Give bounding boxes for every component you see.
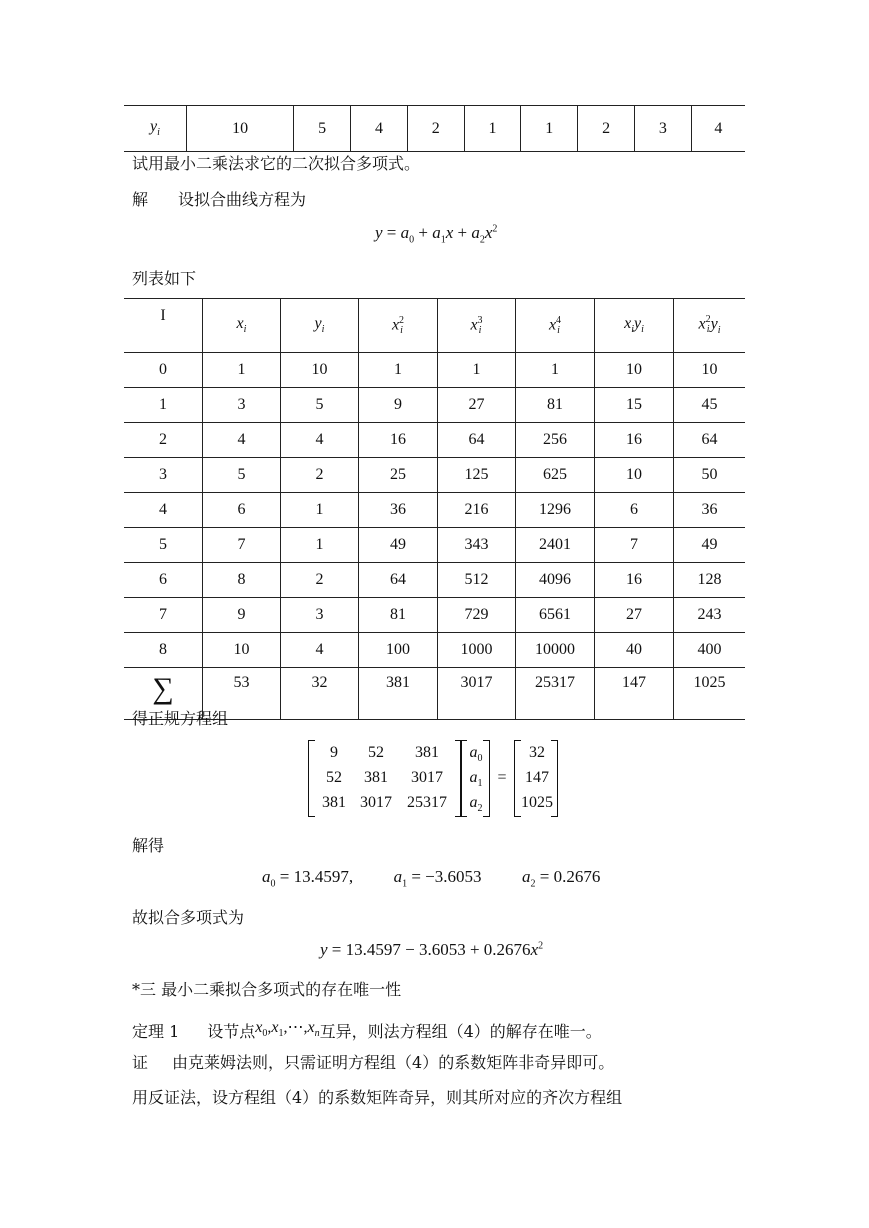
- table-cell: 64: [438, 423, 516, 458]
- proof-text: 由克莱姆法则，只需证明方程组（4）的系数矩阵非奇异即可。: [172, 1053, 615, 1072]
- table-cell: 5: [124, 528, 203, 563]
- header-symbol: x: [236, 315, 244, 333]
- table-cell: 1: [281, 493, 359, 528]
- table-cell: 64: [359, 563, 438, 598]
- table-cell: 2: [124, 423, 203, 458]
- polynomial-intro: 故拟合多项式为: [132, 908, 245, 927]
- table-cell: 6561: [516, 598, 595, 633]
- table-cell: 49: [359, 528, 438, 563]
- table-cell: 2401: [516, 528, 595, 563]
- table-cell: 3: [124, 458, 203, 493]
- table-cell: 1: [438, 353, 516, 388]
- eq-operator: +: [457, 223, 468, 242]
- header-symbol: x: [391, 316, 400, 334]
- sum-cell: 1025: [674, 668, 746, 720]
- eq-symbol: x: [484, 223, 493, 242]
- table-cell: 40: [595, 633, 674, 668]
- eq-symbol: a: [432, 223, 441, 242]
- table-cell: 6: [203, 493, 281, 528]
- header-symbol: x: [470, 316, 478, 334]
- table-cell: 64: [674, 423, 746, 458]
- table-cell: 512: [438, 563, 516, 598]
- rhs-cell: 147: [525, 769, 549, 786]
- subscript: 1: [477, 778, 483, 790]
- sum-cell: 147: [595, 668, 674, 720]
- table-cell: 2: [281, 458, 359, 493]
- table-cell: 216: [438, 493, 516, 528]
- matrix-cell: 381: [322, 794, 346, 811]
- table-cell: 4096: [516, 563, 595, 598]
- eq-operator: +: [418, 223, 428, 242]
- header-index: I: [124, 299, 203, 353]
- table-cell: 49: [674, 528, 746, 563]
- table-cell: 10: [281, 353, 359, 388]
- list-intro: 列表如下: [132, 269, 197, 288]
- subscript: 0: [409, 234, 415, 246]
- subscript: i: [641, 324, 644, 336]
- sum-cell: 3017: [438, 668, 516, 720]
- table-cell: 400: [674, 633, 746, 668]
- header-symbol: x: [624, 315, 632, 333]
- table-row: [124, 493, 745, 528]
- normal-equation-intro: 得正规方程组: [132, 709, 229, 728]
- table-cell: 16: [595, 563, 674, 598]
- coef-symbol: a: [393, 867, 403, 886]
- least-squares-table: [124, 298, 745, 720]
- table-cell: 6: [124, 563, 203, 598]
- header-xi2yi: [674, 299, 746, 353]
- separator: ,: [267, 1019, 272, 1036]
- eq-symbol: x: [271, 1019, 279, 1036]
- table-cell: 1: [516, 353, 595, 388]
- table-header-row: [124, 299, 745, 353]
- table-cell: 1: [359, 353, 438, 388]
- header-xi4: [516, 299, 595, 353]
- subscript: 1: [278, 1028, 284, 1040]
- table-cell: 27: [595, 598, 674, 633]
- matrix-cell: 381: [415, 744, 439, 761]
- table-row: [124, 633, 745, 668]
- theorem-label: 定理 1: [132, 1022, 180, 1041]
- unknown-symbol: a: [469, 744, 478, 761]
- table-cell: 27: [438, 388, 516, 423]
- theorem-1: [132, 1019, 602, 1044]
- equals-sign: =: [497, 769, 507, 786]
- table-cell: 343: [438, 528, 516, 563]
- table-cell: 5: [203, 458, 281, 493]
- rhs-cell: 32: [529, 744, 545, 761]
- sum-cell: 53: [203, 668, 281, 720]
- table-row: [124, 353, 745, 388]
- theorem-text: 设节点: [207, 1022, 256, 1041]
- matrix-cell: 52: [368, 744, 384, 761]
- coef-symbol: a: [262, 867, 271, 886]
- coef-value: = −3.6053: [411, 867, 482, 886]
- eq-body: = 13.4597 − 3.6053 + 0.2676: [331, 940, 531, 959]
- header-yi: [281, 299, 359, 353]
- solved-label: 解得: [132, 836, 165, 855]
- subscript: n: [314, 1028, 320, 1040]
- eq-symbol: y: [375, 223, 383, 242]
- coefficient-results: [262, 867, 600, 889]
- row-label: [124, 106, 187, 152]
- header-symbol: x: [698, 315, 706, 333]
- header-symbol: y: [314, 315, 322, 333]
- table-cell: 4: [691, 106, 745, 152]
- subscript: 0: [477, 753, 483, 765]
- subscript: 0: [270, 878, 276, 890]
- eq-operator: =: [386, 223, 397, 242]
- table-cell: 1: [203, 353, 281, 388]
- table-cell: 729: [438, 598, 516, 633]
- normal-equation-matrix: [308, 740, 568, 818]
- table-cell: 36: [359, 493, 438, 528]
- contradiction-line: 用反证法，设方程组（4）的系数矩阵奇异，则其所对应的齐次方程组: [132, 1088, 623, 1107]
- solution-text: 设拟合曲线方程为: [178, 190, 307, 209]
- header-xiyi: [595, 299, 674, 353]
- table-cell: 81: [359, 598, 438, 633]
- table-cell: 45: [674, 388, 746, 423]
- yi-data-table: [124, 105, 745, 152]
- table-row: [124, 388, 745, 423]
- table-cell: 10: [595, 353, 674, 388]
- table-cell: 2: [407, 106, 464, 152]
- table-cell: 10: [674, 353, 746, 388]
- subscript: i: [400, 324, 403, 336]
- header-xi: [203, 299, 281, 353]
- superscript: 2: [705, 314, 711, 326]
- subscript: 2: [479, 234, 485, 246]
- table-cell: 128: [674, 563, 746, 598]
- table-cell: 1000: [438, 633, 516, 668]
- table-cell: 50: [674, 458, 746, 493]
- header-symbol: x: [548, 316, 557, 334]
- model-equation: [375, 223, 497, 245]
- unknown-symbol: a: [469, 794, 478, 811]
- subscript: i: [321, 324, 325, 336]
- proof-label: 证: [132, 1053, 149, 1072]
- table-cell: 1: [464, 106, 521, 152]
- table-cell: 15: [595, 388, 674, 423]
- eq-symbol: x: [255, 1019, 263, 1036]
- table-cell: 3: [281, 598, 359, 633]
- subscript: i: [706, 324, 710, 336]
- table-row: [124, 563, 745, 598]
- unknown-cell: [464, 769, 488, 789]
- table-cell: 25: [359, 458, 438, 493]
- sum-cell: 25317: [516, 668, 595, 720]
- table-cell: 3: [634, 106, 691, 152]
- node-list: [255, 1019, 320, 1040]
- table-cell: 16: [359, 423, 438, 458]
- table-cell: 10: [595, 458, 674, 493]
- superscript: 2: [538, 940, 544, 952]
- y-symbol: y: [150, 118, 158, 136]
- table-cell: 16: [595, 423, 674, 458]
- superscript: 2: [492, 223, 498, 235]
- table-cell: 0: [124, 353, 203, 388]
- table-cell: 2: [281, 563, 359, 598]
- header-symbol: y: [710, 315, 718, 333]
- table-cell: 4: [124, 493, 203, 528]
- table-cell: 4: [281, 423, 359, 458]
- matrix-cell: 3017: [360, 794, 392, 811]
- fitted-polynomial: [320, 940, 543, 960]
- subscript: 1: [440, 234, 446, 246]
- matrix-cell: 3017: [411, 769, 443, 786]
- table-cell: 4: [203, 423, 281, 458]
- header-symbol: y: [634, 315, 642, 333]
- table-cell: 2: [578, 106, 635, 152]
- subscript: i: [631, 324, 634, 336]
- superscript: 4: [556, 314, 562, 326]
- table-cell: 125: [438, 458, 516, 493]
- eq-symbol: x: [445, 223, 454, 242]
- superscript: 3: [477, 314, 483, 326]
- unknown-cell: [464, 794, 488, 814]
- problem-statement: 试用最小二乘法求它的二次拟合多项式。: [132, 154, 421, 173]
- solution-label: 解: [132, 190, 149, 209]
- table-cell: 6: [595, 493, 674, 528]
- rhs-cell: 1025: [521, 794, 553, 811]
- subscript: i: [157, 127, 160, 139]
- header-xi2: [359, 299, 438, 353]
- matrix-cell: 25317: [407, 794, 447, 811]
- table-cell: 10000: [516, 633, 595, 668]
- table-cell: 5: [281, 388, 359, 423]
- table-row: [124, 598, 745, 633]
- section-heading: *三 最小二乘拟合多项式的存在唯一性: [132, 980, 402, 999]
- eq-symbol: a: [471, 223, 480, 242]
- table-cell: 10: [203, 633, 281, 668]
- matrix-cell: 52: [326, 769, 342, 786]
- eq-symbol: y: [320, 940, 328, 959]
- table-cell: 9: [359, 388, 438, 423]
- eq-symbol: a: [400, 223, 410, 242]
- table-cell: 7: [124, 598, 203, 633]
- subscript: i: [717, 324, 721, 336]
- unknown-cell: [464, 744, 488, 764]
- coef-value: = 13.4597,: [279, 867, 354, 886]
- matrix-cell: 9: [330, 744, 338, 761]
- table-cell: 243: [674, 598, 746, 633]
- table-cell: 4: [351, 106, 408, 152]
- eq-symbol: x: [307, 1019, 315, 1036]
- sum-cell: 32: [281, 668, 359, 720]
- table-cell: 7: [203, 528, 281, 563]
- table-cell: 7: [595, 528, 674, 563]
- table-cell: 100: [359, 633, 438, 668]
- table-cell: 8: [124, 633, 203, 668]
- table-cell: 36: [674, 493, 746, 528]
- eq-symbol: x: [530, 940, 539, 959]
- coef-symbol: a: [522, 867, 531, 886]
- subscript: 1: [402, 878, 408, 890]
- table-cell: 9: [203, 598, 281, 633]
- sum-cell: 381: [359, 668, 438, 720]
- subscript: i: [243, 324, 247, 336]
- proof-line: [132, 1050, 614, 1073]
- table-cell: 1: [281, 528, 359, 563]
- table-cell: 81: [516, 388, 595, 423]
- table-cell: 625: [516, 458, 595, 493]
- separator: ,⋯,: [283, 1019, 308, 1036]
- unknown-symbol: a: [469, 769, 478, 786]
- subscript: i: [478, 324, 482, 336]
- header-xi3: [438, 299, 516, 353]
- table-cell: 1296: [516, 493, 595, 528]
- solution-line: [132, 187, 306, 210]
- subscript: 2: [477, 803, 483, 815]
- table-cell: 4: [281, 633, 359, 668]
- table-cell: 10: [187, 106, 294, 152]
- subscript: i: [557, 324, 560, 336]
- theorem-text: 互异，则法方程组（4）的解存在唯一。: [319, 1022, 602, 1041]
- coef-value: = 0.2676: [539, 867, 601, 886]
- table-cell: 8: [203, 563, 281, 598]
- table-cell: 1: [124, 388, 203, 423]
- table-row: [124, 106, 745, 152]
- table-cell: 256: [516, 423, 595, 458]
- subscript: 2: [530, 878, 536, 890]
- table-cell: 1: [521, 106, 578, 152]
- matrix-cell: 381: [364, 769, 388, 786]
- table-cell: 3: [203, 388, 281, 423]
- subscript: 0: [262, 1028, 268, 1040]
- table-row: [124, 423, 745, 458]
- sigma-glyph: ∑: [152, 672, 174, 705]
- superscript: 2: [399, 314, 405, 326]
- table-row: [124, 528, 745, 563]
- table-row: [124, 458, 745, 493]
- table-cell: 5: [294, 106, 351, 152]
